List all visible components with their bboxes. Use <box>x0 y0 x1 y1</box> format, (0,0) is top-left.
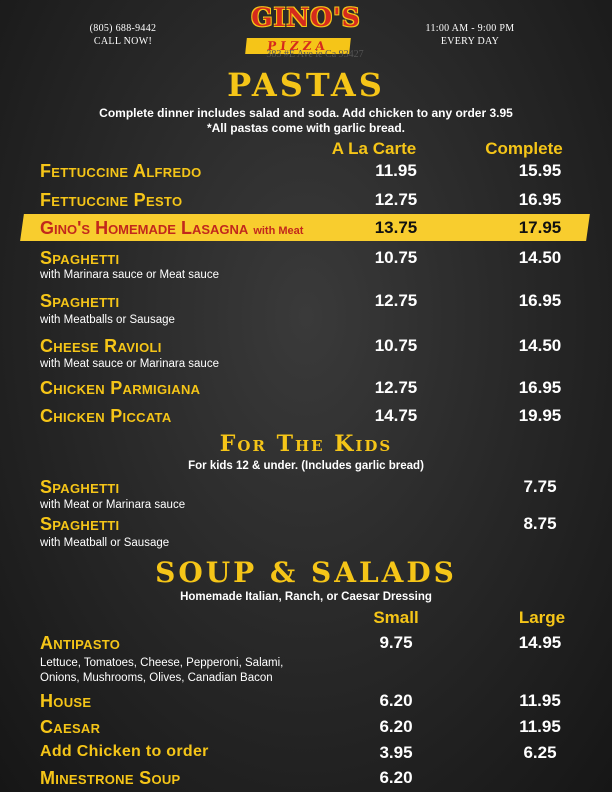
pastas-subtitle-2: *All pastas come with garlic bread. <box>206 121 406 135</box>
item-name-chicken-parmigiana: Chicken Parmigiana <box>40 378 201 398</box>
item-description: with Meat sauce or Marinara sauce <box>40 358 219 370</box>
price-small: 3.95 <box>379 743 413 762</box>
ginos-logo: GINO'S <box>251 3 361 32</box>
price-complete: 14.50 <box>518 336 562 355</box>
price-complete: 16.95 <box>518 291 562 310</box>
price-complete: 16.95 <box>518 378 562 397</box>
item-name-minestrone-soup: Minestrone Soup <box>40 768 181 788</box>
item-name-antipasto: Antipasto <box>40 633 121 653</box>
price-complete: 16.95 <box>518 190 562 209</box>
large-header: Large <box>518 608 566 627</box>
phone-number[interactable]: (805) 688-9442 <box>89 23 157 34</box>
item-name-spaghetti: Spaghetti <box>40 248 120 268</box>
pizza-logo-banner: PIZZA <box>245 38 351 54</box>
price-a-la-carte: 12.75 <box>374 378 418 397</box>
address-label: 383 #E Ave ie Ca 93427 <box>266 49 364 60</box>
price-a-la-carte: 12.75 <box>374 190 418 209</box>
hours-label: 11:00 AM - 9:00 PM <box>425 23 515 34</box>
item-name-house: House <box>40 691 92 711</box>
item-name-caesar: Caesar <box>40 717 101 737</box>
call-now-label: CALL NOW! <box>93 36 153 47</box>
price-complete: 15.95 <box>518 161 562 180</box>
price-large: 11.95 <box>519 717 561 736</box>
small-header: Small <box>373 608 419 627</box>
lasagna-name: Gino's Homemade Lasagna <box>40 218 249 238</box>
pastas-title: PASTAS <box>227 66 385 104</box>
price-large: 6.25 <box>523 743 557 762</box>
price-small: 6.20 <box>379 768 413 787</box>
item-description: with Marinara sauce or Meat sauce <box>40 269 219 281</box>
price-small: 6.20 <box>379 717 413 736</box>
kids-item-name: Spaghetti <box>40 477 120 497</box>
price-a-la-carte: 11.95 <box>375 161 417 180</box>
kids-item-name: Spaghetti <box>40 514 120 534</box>
price-small: 6.20 <box>379 691 413 710</box>
price-complete: 19.95 <box>518 406 562 425</box>
price-small: 9.75 <box>379 633 413 652</box>
price-a-la-carte: 14.75 <box>374 406 418 425</box>
a-la-carte-header: A La Carte <box>331 139 417 158</box>
price-a-la-carte: 10.75 <box>374 248 418 267</box>
price-a-la-carte: 13.75 <box>374 218 418 237</box>
item-name-chicken-piccata: Chicken Piccata <box>40 406 172 426</box>
item-description: with Meat or Marinara sauce <box>40 499 186 511</box>
item-description: Lettuce, Tomatoes, Cheese, Pepperoni, Salami, <box>40 657 284 669</box>
price-a-la-carte: 10.75 <box>374 336 418 355</box>
days-label: EVERY DAY <box>440 36 500 47</box>
complete-header: Complete <box>485 139 563 158</box>
price-large: 11.95 <box>519 691 561 710</box>
salads-subtitle: Homemade Italian, Ranch, or Caesar Dressing <box>180 591 432 603</box>
item-description: Onions, Mushrooms, Olives, Canadian Bacon <box>40 672 273 684</box>
price-a-la-carte: 12.75 <box>374 291 418 310</box>
item-description: with Meatball or Sausage <box>40 537 170 549</box>
kids-price: 8.75 <box>523 514 557 533</box>
kids-subtitle: For kids 12 & under. (Includes garlic bread) <box>188 460 424 472</box>
price-complete: 14.50 <box>518 248 562 267</box>
kids-title: For The Kids <box>219 431 393 457</box>
salads-title: SOUP & SALADS <box>155 556 457 589</box>
hours-block <box>405 22 535 48</box>
pastas-subtitle-1: Complete dinner includes salad and soda. Add chicken to any order 3.95 <box>99 106 513 120</box>
item-name-fettuccine-alfredo: Fettuccine Alfredo <box>40 161 202 181</box>
item-name-cheese-ravioli: Cheese Ravioli <box>40 336 162 356</box>
item-name-add-chicken: Add Chicken to order <box>40 743 209 760</box>
item-name-spaghetti-meatballs: Spaghetti <box>40 291 120 311</box>
item-name-fettuccine-pesto: Fettuccine Pesto <box>40 190 183 210</box>
price-complete: 17.95 <box>518 218 562 237</box>
kids-price: 7.75 <box>523 477 557 496</box>
item-description: with Meatballs or Sausage <box>40 314 175 326</box>
item-name-lasagna <box>40 218 303 239</box>
lasagna-suffix: with Meat <box>253 225 304 237</box>
price-large: 14.95 <box>518 633 562 652</box>
contact-block <box>58 22 188 48</box>
